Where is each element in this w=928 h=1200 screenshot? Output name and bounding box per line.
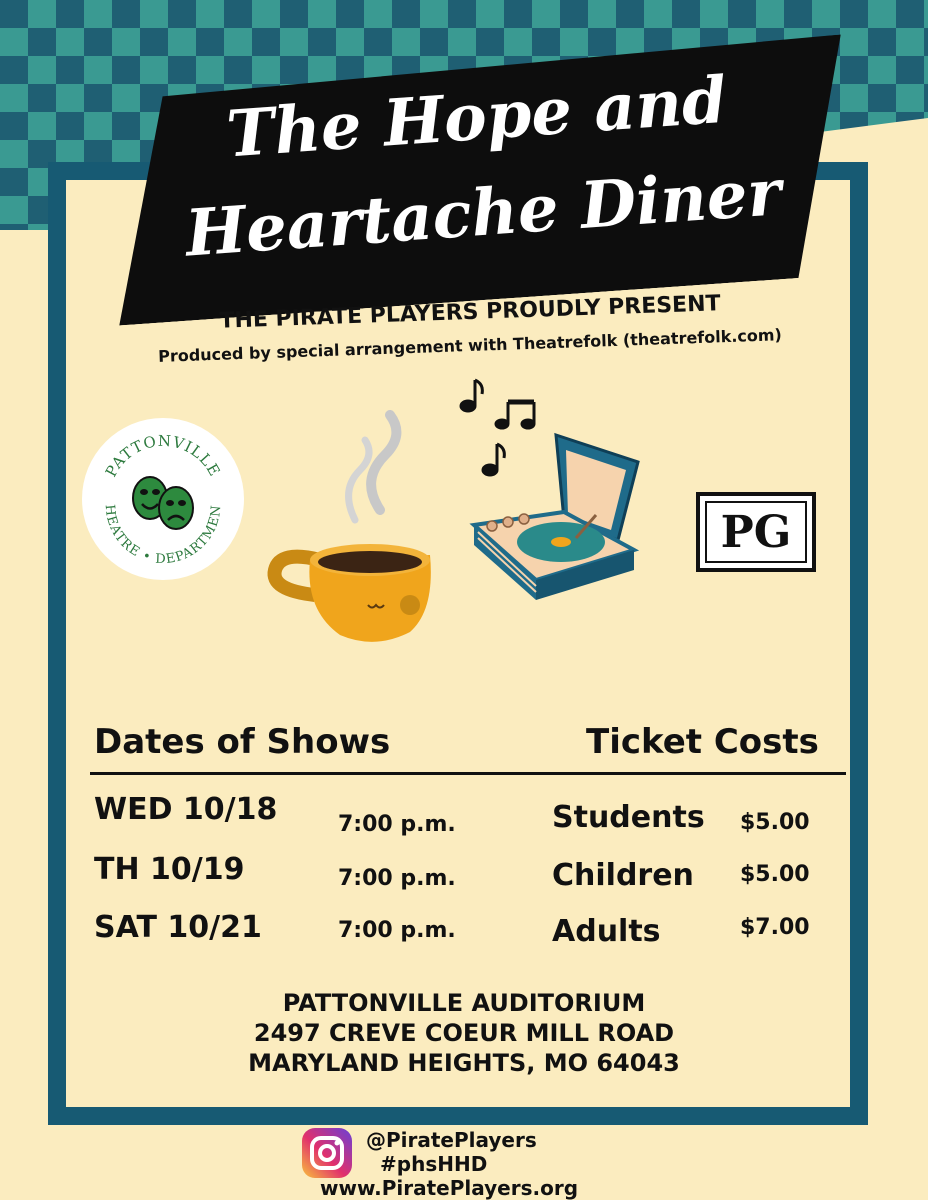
rating-badge	[696, 492, 816, 572]
tickets-header: Ticket Costs	[586, 722, 819, 762]
ticket-price: $5.00	[740, 862, 810, 887]
theatre-masks-icon	[133, 477, 193, 529]
show-time: 7:00 p.m.	[338, 866, 456, 891]
ticket-category: Students	[552, 800, 705, 835]
instagram-icon[interactable]	[300, 1126, 354, 1180]
logo-top-text: PATTONVILLE	[101, 431, 225, 480]
title-line-2: Heartache Diner	[183, 155, 784, 272]
present-line: THE PIRATE PLAYERS PROUDLY PRESENT	[219, 291, 721, 334]
show-time: 7:00 p.m.	[338, 812, 456, 837]
ticket-category: Children	[552, 858, 694, 893]
rating-label: PG	[705, 501, 807, 563]
logo-bottom-text: HEATRE • DEPARTMEN	[101, 503, 225, 568]
venue-line-3: MARYLAND HEIGHTS, MO 64043	[248, 1049, 680, 1077]
show-day: WED 10/18	[94, 792, 278, 827]
header-divider	[90, 772, 846, 775]
show-day: TH 10/19	[94, 852, 245, 887]
title-line-1: The Hope and	[224, 62, 730, 173]
hashtag: #phsHHD	[380, 1152, 488, 1176]
theatre-department-logo	[82, 418, 244, 580]
record-player-icon	[466, 430, 646, 605]
produced-line: Produced by special arrangement with Theatrefolk (theatrefolk.com)	[157, 325, 783, 366]
ticket-category: Adults	[552, 914, 661, 949]
venue-line-1: PATTONVILLE AUDITORIUM	[282, 989, 646, 1017]
venue-line-2: 2497 CREVE COEUR MILL ROAD	[253, 1019, 675, 1047]
ticket-price: $7.00	[740, 915, 810, 940]
show-time: 7:00 p.m.	[338, 918, 456, 943]
show-day: SAT 10/21	[94, 910, 262, 945]
ticket-price: $5.00	[740, 810, 810, 835]
dates-header: Dates of Shows	[94, 722, 391, 762]
venue-address	[200, 988, 728, 1078]
website-link[interactable]: www.PiratePlayers.org	[320, 1176, 579, 1200]
social-handle[interactable]: @PiratePlayers	[366, 1128, 537, 1152]
logo-graphic	[82, 418, 244, 580]
coffee-mug-icon	[260, 410, 460, 650]
svg-text:PATTONVILLE	[102, 432, 224, 480]
